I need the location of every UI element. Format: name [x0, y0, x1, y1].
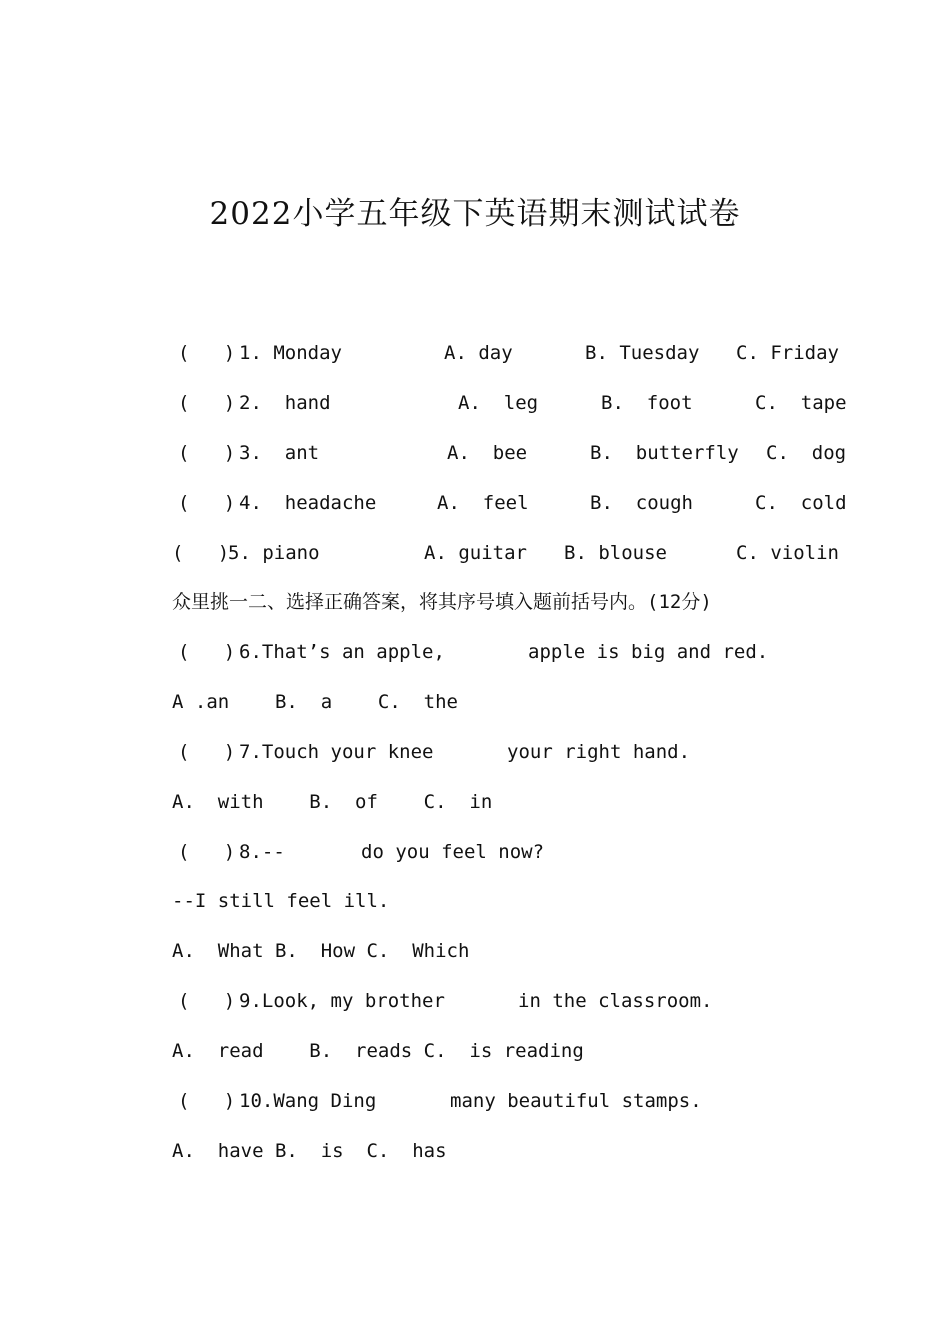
question-stem: 10.Wang Ding	[239, 1090, 377, 1112]
option-b: B. blouse	[564, 542, 667, 564]
question-stem-rest: in the classroom.	[518, 990, 713, 1012]
options: A. read B. reads C. is reading	[172, 1040, 584, 1062]
option-a: A. guitar	[424, 542, 527, 564]
answer-blank[interactable]: ( )	[178, 342, 236, 364]
answer-blank[interactable]: ( )	[178, 841, 236, 863]
answer-blank[interactable]: ( )	[172, 542, 230, 564]
options-row	[0, 1036, 950, 1066]
answer-line	[0, 886, 950, 916]
answer-blank[interactable]: ( )	[178, 990, 236, 1012]
answer-blank[interactable]: ( )	[178, 741, 236, 763]
options: A. What B. How C. Which	[172, 940, 470, 962]
answer-blank[interactable]: ( )	[178, 641, 236, 663]
answer-blank[interactable]: ( )	[178, 492, 236, 514]
options: A .an B. a C. the	[172, 691, 458, 713]
option-b: B. Tuesday	[585, 342, 700, 364]
vocab-row	[0, 388, 950, 418]
option-c: C. Friday	[736, 342, 839, 364]
options: A. with B. of C. in	[172, 791, 493, 813]
option-a: A. day	[444, 342, 513, 364]
options-row	[0, 1136, 950, 1166]
question-stem-rest: your right hand.	[507, 741, 691, 763]
option-c: C. dog	[766, 442, 847, 464]
answer-blank[interactable]: ( )	[178, 392, 236, 414]
question-row	[0, 1086, 950, 1116]
question-row	[0, 737, 950, 767]
question-stem: 7.Touch your knee	[239, 741, 434, 763]
section-heading: 众里挑一二、选择正确答案，将其序号填入题前括号内。(12分)	[172, 591, 712, 613]
vocab-row	[0, 488, 950, 518]
vocab-word: 3. ant	[239, 442, 320, 464]
vocab-row	[0, 438, 950, 468]
question-row	[0, 837, 950, 867]
question-stem: 9.Look, my brother	[239, 990, 445, 1012]
options: A. have B. is C. has	[172, 1140, 447, 1162]
option-b: B. cough	[590, 492, 693, 514]
options-row	[0, 936, 950, 966]
option-c: C. tape	[755, 392, 847, 414]
question-stem: 6.That’s an apple,	[239, 641, 445, 663]
options-row	[0, 787, 950, 817]
answer-blank[interactable]: ( )	[178, 442, 236, 464]
question-stem-rest: many beautiful stamps.	[450, 1090, 702, 1112]
option-a: A. bee	[447, 442, 528, 464]
question-stem-rest: apple is big and red.	[528, 641, 769, 663]
vocab-word: 5. piano	[228, 542, 320, 564]
question-stem: 8.--	[239, 841, 285, 863]
option-c: C. violin	[736, 542, 839, 564]
vocab-row	[0, 338, 950, 368]
question-stem-rest: do you feel now?	[361, 841, 545, 863]
vocab-word: 1. Monday	[239, 342, 342, 364]
option-a: A. feel	[437, 492, 529, 514]
vocab-row	[0, 538, 950, 568]
option-b: B. butterfly	[590, 442, 739, 464]
answer-blank[interactable]: ( )	[178, 1090, 236, 1112]
question-row	[0, 986, 950, 1016]
option-c: C. cold	[755, 492, 847, 514]
vocab-word: 2. hand	[239, 392, 331, 414]
option-b: B. foot	[601, 392, 693, 414]
question-row	[0, 637, 950, 667]
dialogue-reply: --I still feel ill.	[172, 890, 390, 912]
vocab-word: 4. headache	[239, 492, 377, 514]
exam-title: 2022小学五年级下英语期末测试试卷	[209, 196, 741, 232]
option-a: A. leg	[458, 392, 539, 414]
options-row	[0, 687, 950, 717]
